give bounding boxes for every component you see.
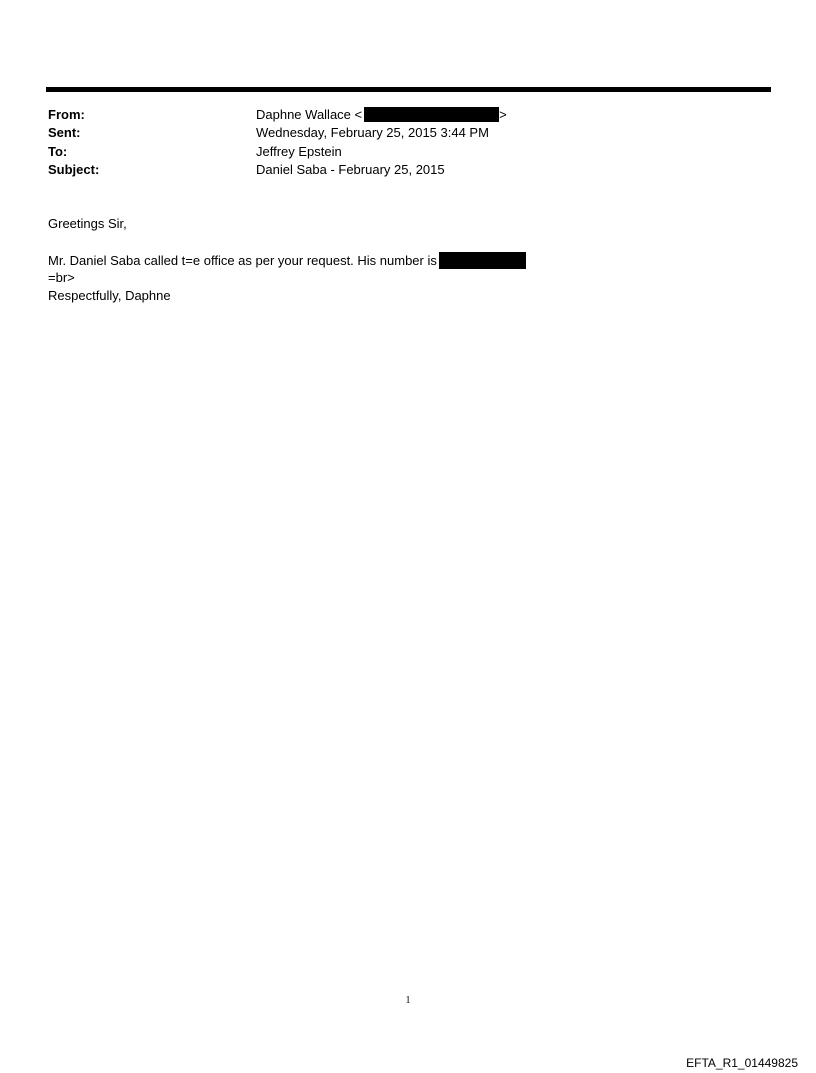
from-suffix: > — [499, 107, 507, 122]
artifact-line: =br> — [48, 270, 75, 285]
to-row — [48, 143, 748, 161]
from-label: From: — [48, 107, 85, 122]
redacted-phone-number — [439, 252, 526, 269]
from-row — [48, 106, 748, 124]
subject-label: Subject: — [48, 162, 100, 177]
from-name: Daphne Wallace < — [256, 107, 363, 122]
signoff: Respectfully, Daphne — [48, 288, 171, 303]
subject-value: Daniel Saba - February 25, 2015 — [256, 162, 445, 177]
from-value — [256, 106, 507, 124]
sent-label: Sent: — [48, 125, 81, 140]
sent-value: Wednesday, February 25, 2015 3:44 PM — [256, 125, 489, 140]
subject-row — [48, 161, 748, 179]
greeting: Greetings Sir, — [48, 216, 127, 231]
sent-row — [48, 124, 748, 142]
message-line — [48, 252, 526, 270]
message-text: Mr. Daniel Saba called t=e office as per your request. His number is — [48, 253, 437, 268]
to-label: To: — [48, 144, 68, 159]
redacted-email — [364, 107, 499, 122]
header-divider — [46, 87, 771, 92]
page-number: 1 — [405, 995, 411, 1006]
document-id: EFTA_R1_01449825 — [686, 1056, 798, 1070]
to-value: Jeffrey Epstein — [256, 144, 342, 159]
